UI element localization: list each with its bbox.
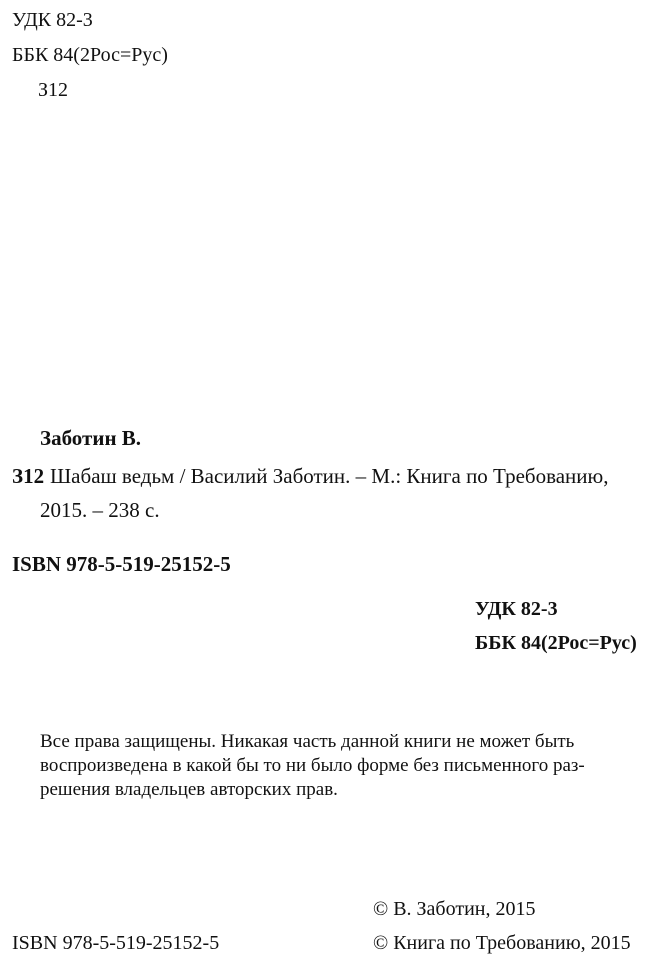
bibliographic-line-1 <box>12 459 660 493</box>
bibliographic-description <box>12 459 660 527</box>
udk-code-right: УДК 82-3 <box>475 598 558 620</box>
rights-notice <box>40 730 620 802</box>
rights-line-2: воспроизведена в какой бы то ни было форме без письменного раз- <box>40 755 585 776</box>
isbn-main: ISBN 978-5-519-25152-5 <box>12 552 231 576</box>
author-code: З12 <box>12 464 45 488</box>
bibliographic-line-2 <box>12 493 660 527</box>
bbk-code-top: ББК 84(2Рос=Рус) <box>12 44 168 66</box>
rights-line-1: Все права защищены. Никакая часть данной книги не может быть <box>40 731 575 752</box>
bbk-code-right: ББК 84(2Рос=Рус) <box>475 632 637 654</box>
description-text-2: 2015. – 238 с. <box>40 498 160 522</box>
rights-line-3: решения владельцев авторских прав. <box>40 779 338 800</box>
isbn-footer: ISBN 978-5-519-25152-5 <box>12 932 220 954</box>
description-text-1: Шабаш ведьм / Василий Заботин. – М.: Книга по Требованию, <box>50 464 609 488</box>
author-heading: Заботин В. <box>40 426 142 450</box>
author-code-top: З12 <box>38 79 69 101</box>
copyright-publisher: © Книга по Требованию, 2015 <box>373 932 631 954</box>
udk-code-top: УДК 82-3 <box>12 9 93 31</box>
copyright-author: © В. Заботин, 2015 <box>373 898 536 920</box>
